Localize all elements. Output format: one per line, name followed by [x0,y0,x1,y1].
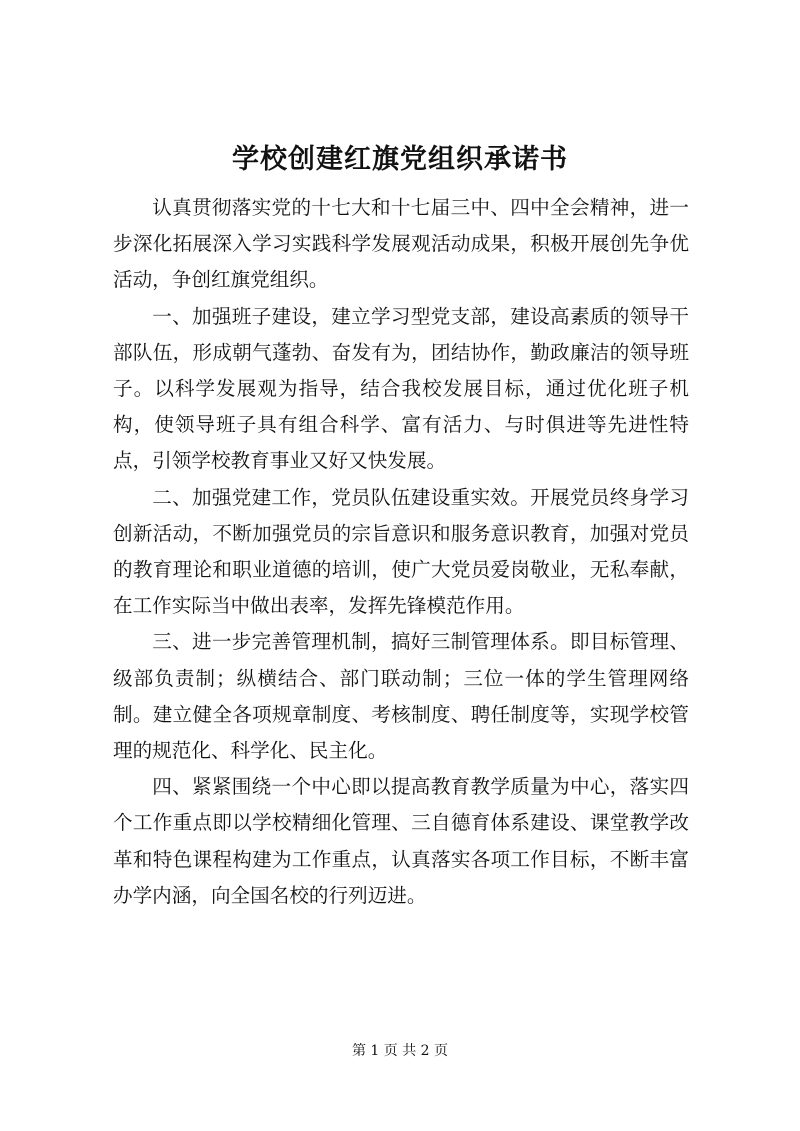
paragraph-one: 一、加强班子建设，建立学习型党支部，建设高素质的领导干部队伍，形成朝气蓬勃、奋发有为，团结协作，勤政廉洁的领导班子。以科学发展观为指导，结合我校发展目标，通过优化班子机构，使领导班子具有组合科学、富有活力、与时俱进等先进性特点，引领学校教育事业又好又快发展。 [113,304,689,473]
page-footer: 第 1 页 共 2 页 [351,1043,449,1059]
paragraph-two: 二、加强党建工作，党员队伍建设重实效。开展党员终身学习创新活动，不断加强党员的宗旨意识和服务意识教育，加强对党员的教育理论和职业道德的培训，使广大党员爱岗敬业，无私奉献，在工作实际当中做出表率，发挥先锋模范作用。 [113,485,689,618]
paragraph-three: 三、进一步完善管理机制，搞好三制管理体系。即目标管理、级部负责制；纵横结合、部门联动制；三位一体的学生管理网络制。建立健全各项规章制度、考核制度、聘任制度等，实现学校管理的规范化、科学化、民主化。 [113,630,689,763]
document-title: 学校创建红旗党组织承诺书 [232,144,568,175]
paragraph-four: 四、紧紧围绕一个中心即以提高教育教学质量为中心，落实四个工作重点即以学校精细化管理、三自德育体系建设、课堂教学改革和特色课程构建为工作重点，认真落实各项工作目标，不断丰富办学内涵，向全国名校的行列迈进。 [113,775,689,907]
document-body [113,190,689,914]
paragraph-intro: 认真贯彻落实党的十七大和十七届三中、四中全会精神，进一步深化拓展深入学习实践科学发展观活动成果，积极开展创先争优活动，争创红旗党组织。 [113,196,689,292]
